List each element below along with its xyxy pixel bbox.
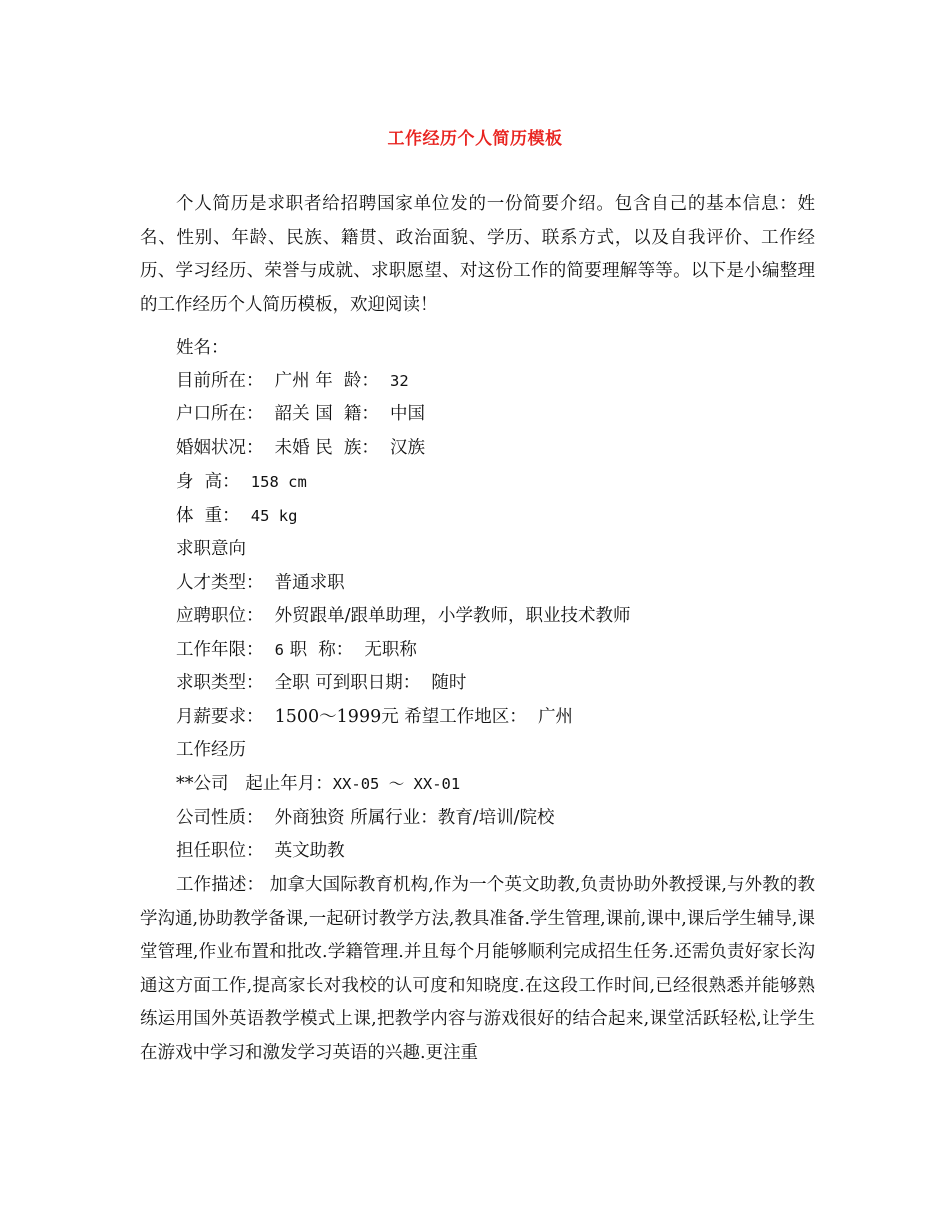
years-label: 工作年限： [176,640,264,660]
height-value: 158 cm [250,473,307,491]
desc-value: 加拿大国际教育机构,作为一个英文助教,负责协助外教授课,与外教的教学沟通,协助教学备课,一起研讨教学方法,教具准备.学生管理,课前,课中,课后学生辅导,课堂管理,作业布置和批改.学籍管理.并且每个月能够顺利完成招生任务.还需负责好家长沟通这方面工作,提高家长对我校的认可度和知晓度.在这段工作时间,已经很熟悉并能够熟练运用国外英语教学模式上课,把教学内容与游戏很好的结合起来,课堂活跃轻松,让学生在游戏中学习和激发学习英语的兴趣.更注重 [140,875,816,1063]
company-name: **公司 [176,774,229,794]
area-value: 广州 [537,707,573,727]
height-row [176,466,307,500]
intro-paragraph: 个人简历是求职者给招聘国家单位发的一份简要介绍。包含自己的基本信息：姓名、性别、年龄、民族、籍贯、政治面貌、学历、联系方式，以及自我评价、工作经历、学习经历、荣誉与成就、求职愿望、对这份工作的简要理解等等。以下是小编整理的工作经历个人简历模板，欢迎阅读！ [140,194,815,315]
location-label: 目前所在： [176,371,264,391]
desc-label: 工作描述： [176,875,265,895]
start-date-value: 随时 [431,673,467,693]
weight-label: 体 重： [176,506,240,526]
role-value: 英文助教 [274,841,345,861]
nationality-value: 中国 [390,404,425,424]
jobtype-start-row [176,667,466,701]
period-label: 起止年月： [245,774,333,794]
marital-value: 未婚 [274,438,310,458]
location-value: 广州 [274,371,310,391]
jobtype-label: 求职类型： [176,673,264,693]
name-label: 姓名： [176,338,229,358]
age-label: 年 龄： [315,371,379,391]
hukou-label: 户口所在： [176,404,264,424]
area-label: 希望工作地区： [404,707,527,727]
location-age-row [176,365,409,399]
marital-ethnic-row [176,432,425,466]
experience-heading-text: 工作经历 [176,740,246,760]
experience-heading [176,734,246,768]
industry-value: 教育/培训/院校 [437,808,555,828]
period-value: XX-05 ～ XX-01 [332,775,461,793]
hukou-nationality-row [176,398,425,432]
talent-type-value: 普通求职 [274,573,345,593]
job-title-label: 职 称： [289,640,354,660]
name-row [176,332,229,366]
marital-label: 婚姻状况： [176,438,264,458]
intent-heading [176,533,246,567]
talent-type-label: 人才类型： [176,573,264,593]
weight-row [176,500,297,534]
company-period-row [176,768,460,802]
document-title: 工作经历个人简历模板 [387,129,563,149]
intent-heading-text: 求职意向 [176,539,246,559]
jobtype-value: 全职 [274,673,310,693]
nationality-label: 国 籍： [315,404,379,424]
nature-label: 公司性质： [176,808,264,828]
work-description [140,869,815,1071]
nature-industry-row [176,802,555,836]
hukou-value: 韶关 [274,404,310,424]
salary-value: 1500～1999元 [274,707,399,727]
position-label: 应聘职位： [176,606,264,626]
ethnic-label: 民 族： [315,438,379,458]
years-title-row [176,634,417,668]
industry-label: 所属行业： [350,808,438,828]
talent-type-row [176,567,345,601]
weight-value: 45 kg [250,507,298,525]
ethnic-value: 汉族 [390,438,425,458]
position-value: 外贸跟单/跟单助理，小学教师，职业技术教师 [274,606,631,626]
role-label: 担任职位： [176,841,264,861]
start-date-label: 可到职日期： [315,673,421,693]
age-value: 32 [390,372,409,390]
years-value: 6 [274,641,284,659]
job-title-value: 无职称 [364,640,417,660]
salary-area-row [176,701,573,735]
role-row [176,835,345,869]
height-label: 身 高： [176,472,240,492]
salary-label: 月薪要求： [176,707,264,727]
nature-value: 外商独资 [274,808,345,828]
position-row [176,600,631,634]
